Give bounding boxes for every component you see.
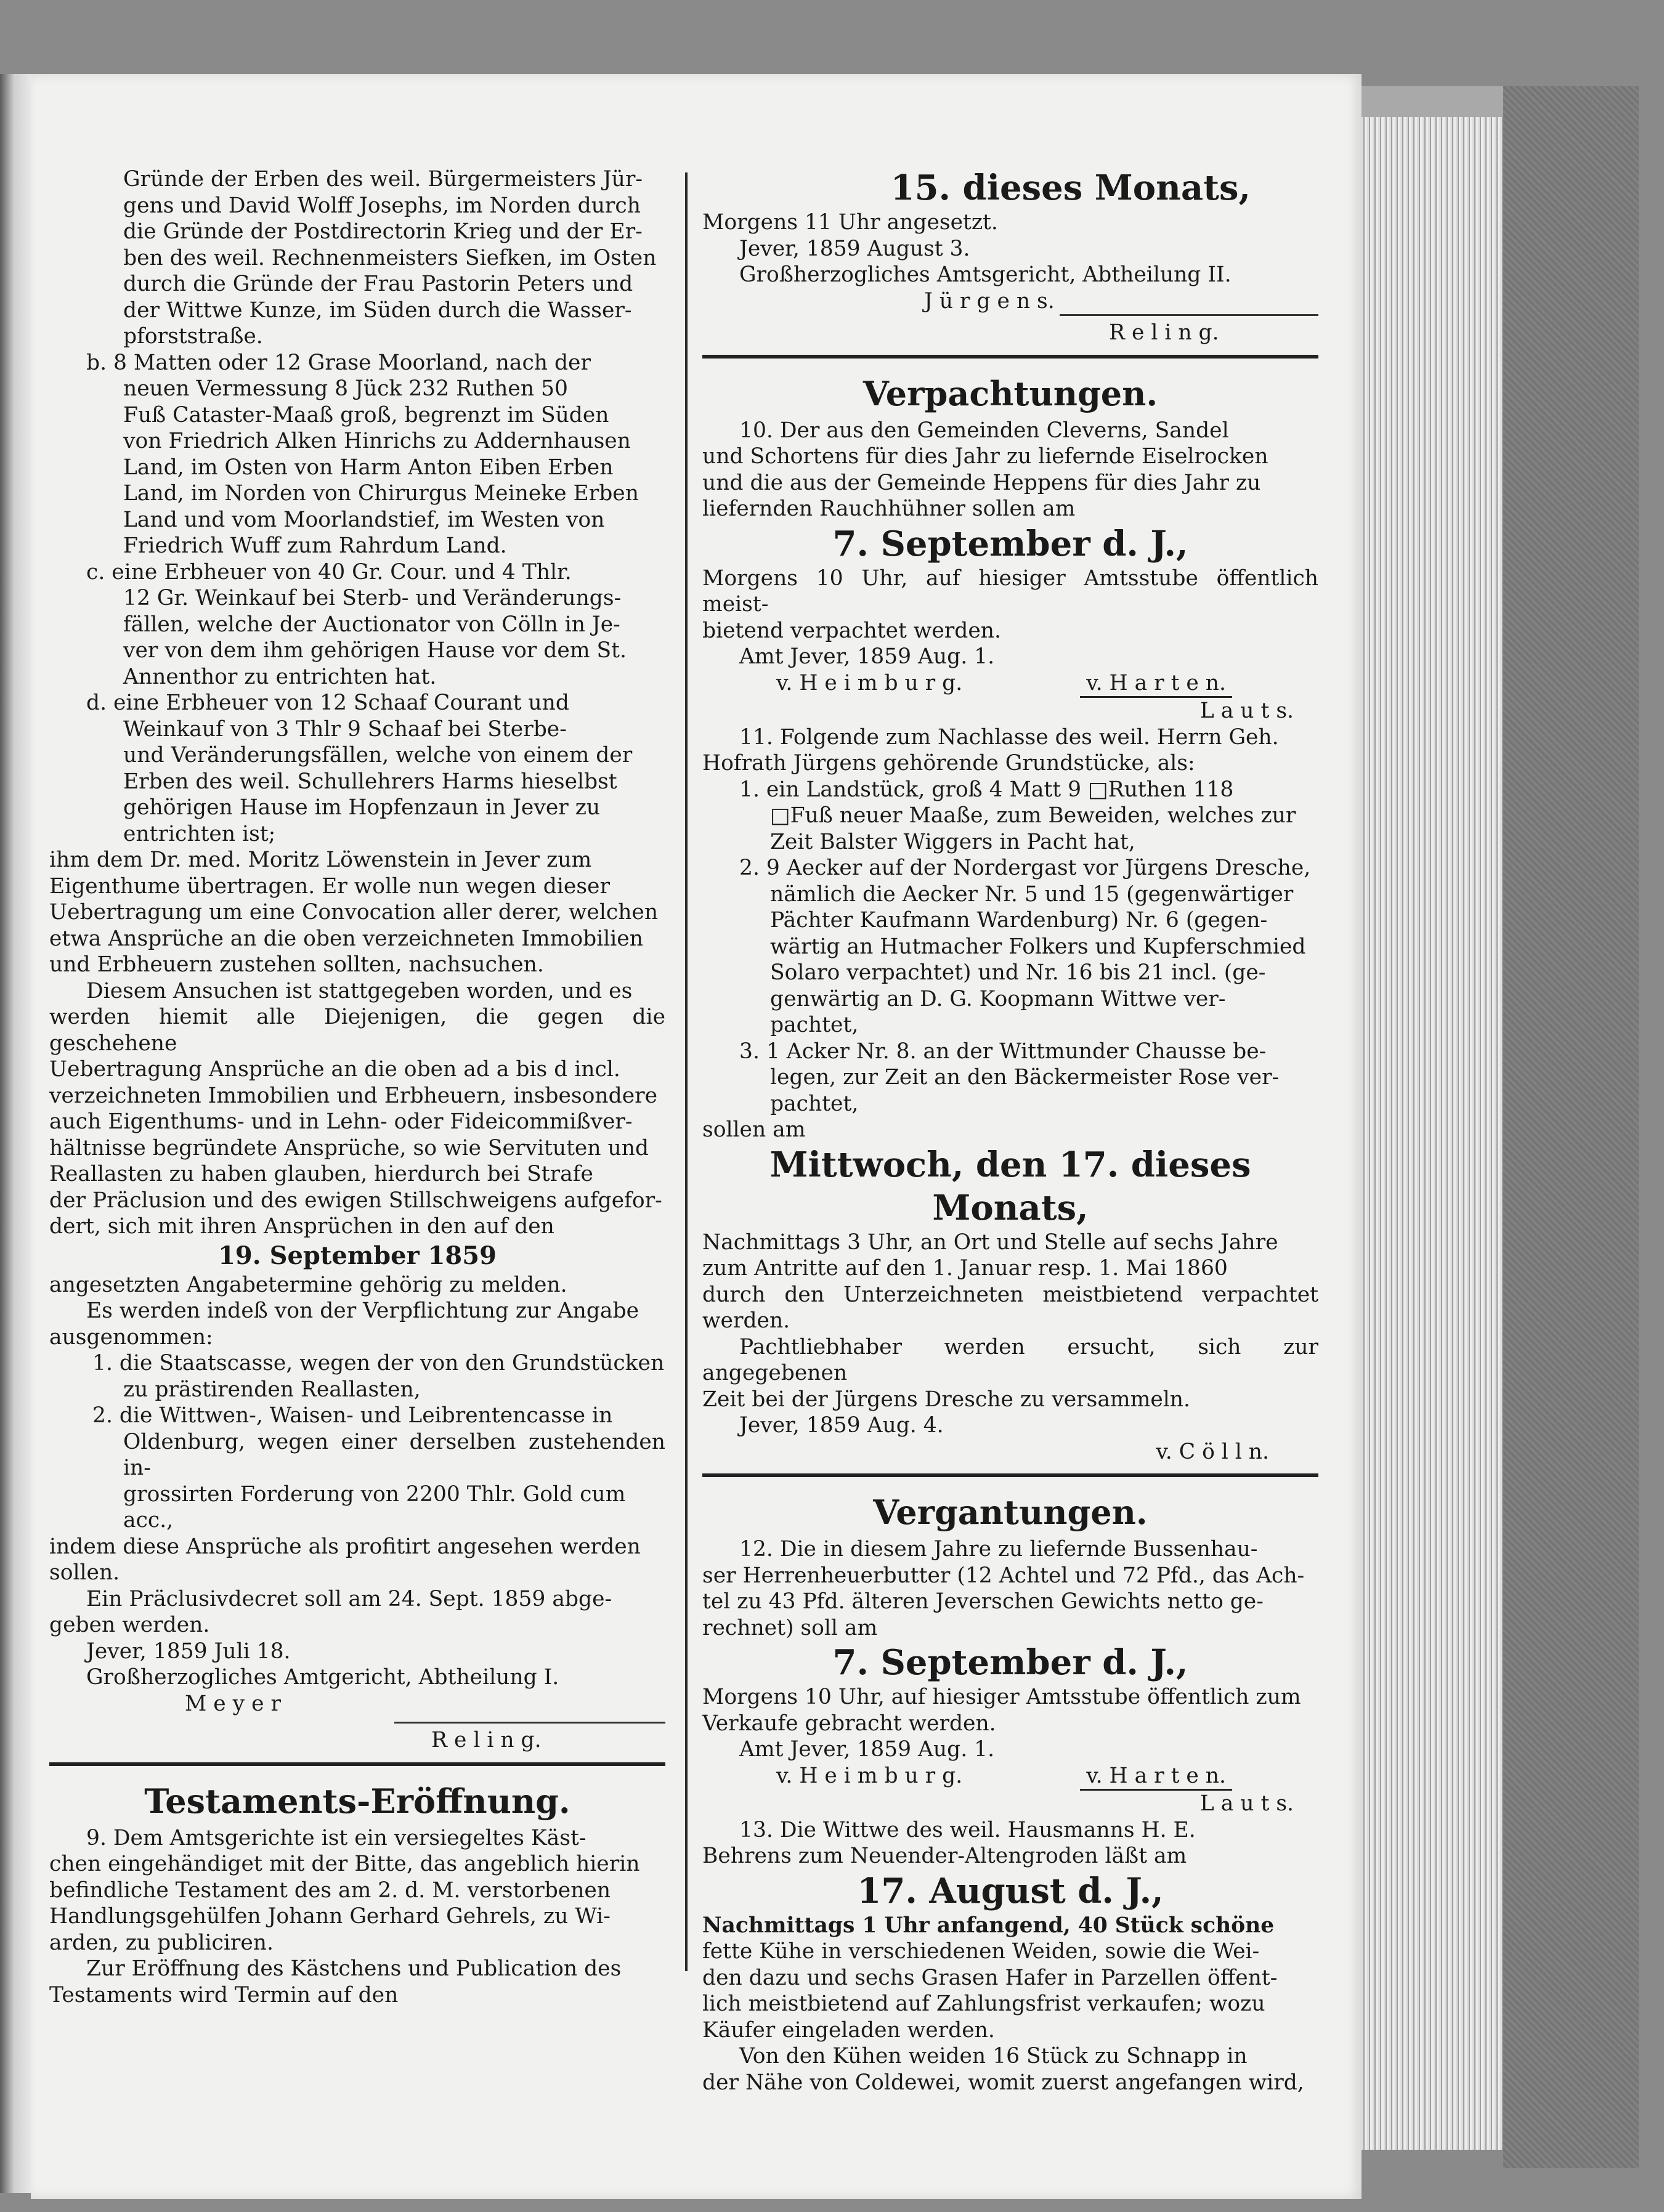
book-cover <box>1503 86 1639 2168</box>
text-line: ser Herrenheuerbutter (12 Achtel und 72 Pfd., das Ach- <box>702 1563 1305 1588</box>
text-line: sollen am <box>702 1117 806 1142</box>
item-d <box>49 690 665 847</box>
text-line: 13. Die Wittwe des weil. Hausmanns H. E. <box>739 1817 1196 1842</box>
text-line: 1. die Staatscasse, wegen der von den Grundstücken <box>92 1351 665 1375</box>
exception-2 <box>49 1403 665 1534</box>
deadline-date: 7. September d. J., <box>832 1642 1188 1683</box>
text-line: pforststraße. <box>123 324 263 349</box>
text-line: Ein Präclusivdecret soll am 24. Sept. 1859 abge- <box>86 1586 612 1611</box>
text-line: □Fuß neuer Maaße, zum Beweiden, welches zur <box>770 803 1296 828</box>
text-line: wärtig an Hutmacher Folkers und Kupferschmied <box>770 934 1306 959</box>
text-line: legen, zur Zeit an den Bäckermeister Rose ver- <box>770 1065 1280 1090</box>
text-line: d. eine Erbheuer von 12 Schaaf Courant und <box>86 691 569 715</box>
section-rule <box>49 1762 665 1766</box>
text-line: Morgens 11 Uhr angesetzt. <box>702 210 998 235</box>
text-line: 12. Die in diesem Jahre zu liefernde Bussenhau- <box>739 1537 1258 1562</box>
text-line: hältnisse begründete Ansprüche, so wie Servituten und <box>49 1135 649 1161</box>
item-12-cont <box>702 1684 1318 1763</box>
text-line: Pachtliebhaber werden ersucht, sich zur angegebenen <box>702 1334 1318 1385</box>
exception-1 <box>49 1350 665 1403</box>
item-11-3 <box>702 1039 1318 1117</box>
text-line: gehörigen Hause im Hopfenzaun in Jever zu <box>123 795 601 820</box>
deadline-date: 17. August d. J., <box>857 1870 1164 1911</box>
text-line: Jever, 1859 Aug. 4. <box>739 1413 944 1438</box>
text-line: Land, im Osten von Harm Anton Eiben Erben <box>123 455 614 480</box>
text-line: Eigenthume übertragen. Er wolle nun wegen dieser <box>49 873 610 899</box>
text-line: 9. Dem Amtsgerichte ist ein versiegeltes Käst- <box>86 1825 586 1850</box>
text-line: und die aus der Gemeinde Heppens für dies Jahr zu <box>702 470 1261 495</box>
text-line: von Friedrich Alken Hinrichs zu Addernhausen <box>123 429 631 453</box>
deadline-date: 19. September 1859 <box>218 1241 497 1270</box>
text-line: 12 Gr. Weinkauf bei Sterb- und Veränderungs- <box>123 586 622 610</box>
transfer-paragraph <box>49 847 665 978</box>
signature-reling: R e l i n g. <box>1109 320 1219 345</box>
item-11-2 <box>702 855 1318 1039</box>
text-line: Hofrath Jürgens gehörende Grundstücke, als: <box>702 751 1195 776</box>
signature-row <box>702 1763 1318 1791</box>
text-line: Jever, 1859 August 3. <box>739 236 970 261</box>
after-date-paragraph <box>49 1272 665 1351</box>
text-line: die Gründe der Postdirectorin Krieg und der Er- <box>123 219 643 244</box>
text-line: Fuß Cataster-Maaß groß, begrenzt im Süden <box>123 402 609 427</box>
text-line: genwärtig an D. G. Koopmann Wittwe ver- <box>770 986 1226 1011</box>
text-line: Es werden indeß von der Verpflichtung zur Angabe <box>86 1298 639 1323</box>
text-line: Morgens 10 Uhr, auf hiesiger Amtsstube öffentlich zum <box>702 1685 1301 1709</box>
closing-paragraph <box>49 1534 665 1691</box>
text-line: 2. die Wittwen-, Waisen- und Leibrentencasse in <box>92 1403 613 1428</box>
text-line: Amt Jever, 1859 Aug. 1. <box>739 1737 995 1762</box>
text-line: tel zu 43 Pfd. älteren Jeverschen Gewichts netto ge- <box>702 1589 1264 1614</box>
deadline-date: 15. dieses Monats, <box>890 168 1251 208</box>
item-13 <box>702 1817 1318 1870</box>
text-line: Großherzogliches Amtsgericht, Abtheilung II. <box>739 262 1232 287</box>
item-13-cont <box>702 1913 1318 2096</box>
text-line: auch Eigenthums- und in Lehn- oder Fideicommißver- <box>49 1109 633 1134</box>
text-line: durch die Gründe der Frau Pastorin Peters und <box>123 272 633 296</box>
signature-lauts: L a u t s. <box>1199 699 1294 723</box>
text-line: Reallasten zu haben glauben, hierdurch bei Strafe <box>49 1162 593 1186</box>
text-line: neuen Vermessung 8 Jück 232 Ruthen 50 <box>123 376 568 401</box>
text-line: und Veränderungsfällen, welche von einem der <box>123 743 633 768</box>
deadline-date: 7. September d. J., <box>832 523 1188 564</box>
text-line: c. eine Erbheuer von 40 Gr. Cour. und 4 Thlr. <box>86 559 572 585</box>
text-line: 2. 9 Aecker auf der Nordergast vor Jürgens Dresche, <box>739 856 1311 880</box>
text-line: durch den Unterzeichneten meistbietend verpachtet werden. <box>702 1282 1318 1333</box>
signature-row <box>702 670 1318 699</box>
section-heading-verpachtungen: Verpachtungen. <box>862 373 1158 413</box>
text-line: der Präclusion und des ewigen Stillschweigens aufgefor- <box>49 1188 662 1213</box>
item-11 <box>702 724 1318 777</box>
text-line: entrichten ist; <box>123 821 276 846</box>
text-line: Jever, 1859 Juli 18. <box>86 1639 291 1664</box>
text-line: lich meistbietend auf Zahlungsfrist verkaufen; wozu <box>702 1991 1265 2016</box>
text-line: 11. Folgende zum Nachlasse des weil. Herrn Geh. <box>739 724 1279 750</box>
text-line: ver von dem ihm gehörigen Hause vor dem St. <box>123 638 627 663</box>
item-12 <box>702 1536 1318 1641</box>
item-a-continuation <box>49 166 665 350</box>
text-line: und Schortens für dies Jahr zu liefernde Eiselrocken <box>702 444 1268 469</box>
text-line: angesetzten Angabetermine gehörig zu melden. <box>49 1272 567 1297</box>
signature-coelln: v. C ö l l n. <box>1156 1439 1269 1464</box>
item-10 <box>702 418 1318 522</box>
text-line: Nachmittags 3 Uhr, an Ort und Stelle auf sechs Jahre <box>702 1230 1278 1255</box>
text-line: fällen, welche der Auctionator von Cölln in Je- <box>123 612 620 637</box>
text-line: bietend verpachtet werden. <box>702 618 1001 643</box>
text-line: Morgens 10 Uhr, auf hiesiger Amtsstube öffentlich meist- <box>702 565 1318 617</box>
text-line: sollen. <box>49 1560 120 1585</box>
section-heading-testament: Testaments-Eröffnung. <box>144 1781 570 1821</box>
summons-paragraph <box>49 978 665 1240</box>
text-line: Annenthor zu entrichten hat. <box>123 664 437 689</box>
text-line: indem diese Ansprüche als profitirt angesehen werden <box>49 1534 641 1559</box>
text-line: Friedrich Wuff zum Rahrdum Land. <box>123 533 507 558</box>
text-line: den dazu und sechs Grasen Hafer in Parzellen öffent- <box>702 1965 1278 1990</box>
text-line: ben des weil. Rechnenmeisters Siefken, im Osten <box>123 245 657 270</box>
item-11-1 <box>702 777 1318 856</box>
text-line: Testaments wird Termin auf den <box>49 1982 399 2007</box>
text-line: grossirten Forderung von 2200 Thlr. Gold cum <box>123 1481 626 1507</box>
text-line: Land, im Norden von Chirurgus Meineke Erben <box>123 481 639 506</box>
signature-harten: v. H a r t e n. <box>1080 1763 1232 1791</box>
text-line: befindliche Testament des am 2. d. M. verstorbenen <box>49 1878 611 1903</box>
text-line: Behrens zum Neuender-Altengroden läßt am <box>702 1844 1187 1868</box>
item-c <box>49 559 665 691</box>
text-line: Gründe der Erben des weil. Bürgermeisters Jür- <box>123 167 643 192</box>
text-line: gens und David Wolff Josephs, im Norden durch <box>123 193 641 218</box>
signature-harten: v. H a r t e n. <box>1080 670 1232 699</box>
text-line: pachtet, <box>770 1013 859 1037</box>
text-line: verzeichneten Immobilien und Erbheuern, insbesondere <box>49 1083 658 1108</box>
text-line: der Wittwe Kunze, im Süden durch die Wasser- <box>123 298 632 323</box>
text-line: Uebertragung um eine Convocation aller derer, welchen <box>49 900 659 925</box>
right-column <box>702 166 1318 2096</box>
text-line: fette Kühe in verschiedenen Weiden, sowie die Wei- <box>702 1939 1260 1964</box>
text-line: Von den Kühen weiden 16 Stück zu Schnapp in <box>739 2044 1248 2068</box>
text-line: Pächter Kaufmann Wardenburg) Nr. 6 (gegen- <box>770 908 1268 933</box>
text-line: etwa Ansprüche an die oben verzeichneten Immobilien <box>49 926 643 951</box>
text-line: Weinkauf von 3 Thlr 9 Schaaf bei Sterbe- <box>123 716 567 742</box>
text-line: liefernden Rauchhühner sollen am <box>702 496 1076 521</box>
text-line: Käufer eingeladen werden. <box>702 2017 995 2043</box>
item-10-cont <box>702 565 1318 670</box>
signature-juergens: J ü r g e n s. <box>924 288 1055 314</box>
text-line: Zeit Balster Wiggers in Pacht hat, <box>770 829 1135 854</box>
testament-paragraph <box>49 1825 665 2009</box>
text-line: rechnet) soll am <box>702 1615 878 1640</box>
text-line: Diesem Ansuchen ist stattgegeben worden, und es <box>86 978 633 1003</box>
text-line: zum Antritte auf den 1. Januar resp. 1. Mai 1860 <box>702 1256 1228 1281</box>
text-line: werden hiemit alle Diejenigen, die gegen die geschehene <box>49 1005 665 1056</box>
signature-meyer: M e y e r <box>185 1691 282 1716</box>
signature-rule <box>394 1722 665 1724</box>
text-line: geben werden. <box>49 1613 210 1637</box>
section-rule <box>702 1473 1318 1477</box>
text-line: Uebertragung Ansprüche an die oben ad a bis d incl. <box>49 1057 620 1082</box>
text-line: 10. Der aus den Gemeinden Cleverns, Sandel <box>739 418 1229 443</box>
text-line: chen eingehändiget mit der Bitte, das angeblich hierin <box>49 1852 640 1876</box>
text-line: Verkaufe gebracht werden. <box>702 1711 996 1736</box>
signature-heimburg: v. H e i m b u r g. <box>776 1763 963 1788</box>
text-line: Oldenburg, wegen einer derselben zustehenden in- <box>123 1429 665 1480</box>
text-line: pachtet, <box>770 1091 859 1116</box>
page-edges <box>1362 117 1503 2150</box>
signature-lauts: L a u t s. <box>1199 1791 1294 1816</box>
text-line: der Nähe von Coldewei, womit zuerst angefangen wird, <box>702 2070 1304 2095</box>
signature-heimburg: v. H e i m b u r g. <box>776 670 963 695</box>
text-line: 3. 1 Acker Nr. 8. an der Wittmunder Chausse be- <box>739 1039 1267 1064</box>
text-line: Großherzogliches Amtgericht, Abtheilung I. <box>86 1665 559 1690</box>
text-line: dert, sich mit ihren Ansprüchen in den auf den <box>49 1214 554 1239</box>
signature-rule <box>1060 314 1318 316</box>
gutter-shadow <box>0 74 31 2193</box>
text-line: arden, zu publiciren. <box>49 1930 274 1955</box>
item-11-cont <box>702 1230 1318 1439</box>
text-line: Solaro verpachtet) und Nr. 16 bis 21 incl. (ge- <box>770 960 1266 985</box>
signature-reling: R e l i n g. <box>431 1728 542 1752</box>
text-line: ihm dem Dr. med. Moritz Löwenstein in Jever zum <box>49 848 592 872</box>
text-line: ausgenommen: <box>49 1324 213 1350</box>
deadline-date: Mittwoch, den 17. dieses Monats, <box>769 1144 1251 1228</box>
section-heading-vergantungen: Vergantungen. <box>873 1493 1148 1532</box>
text-line: Zeit bei der Jürgens Dresche zu versammeln. <box>702 1387 1190 1412</box>
text-line: Handlungsgehülfen Johann Gerhard Gehrels, zu Wi- <box>49 1904 611 1929</box>
text-line: und Erbheuern zustehen sollten, nachsuchen. <box>49 952 544 977</box>
text-line: zu prästirenden Reallasten, <box>123 1377 421 1402</box>
text-line: Zur Eröffnung des Kästchens und Publication des <box>86 1956 622 1981</box>
text-line: acc., <box>123 1508 174 1533</box>
section-rule <box>702 355 1318 359</box>
text-line: b. 8 Matten oder 12 Grase Moorland, nach der <box>86 350 591 375</box>
text-line: Erben des weil. Schullehrers Harms hieselbst <box>123 769 617 794</box>
text-line: Land und vom Moorlandstief, im Westen von <box>123 507 605 532</box>
left-column <box>49 166 665 2008</box>
text-line: Nachmittags 1 Uhr anfangend, 40 Stück schöne <box>702 1913 1275 1938</box>
column-separator <box>685 172 688 1971</box>
text-line: Amt Jever, 1859 Aug. 1. <box>739 644 995 669</box>
text-line: 1. ein Landstück, groß 4 Matt 9 □Ruthen 118 <box>739 777 1234 802</box>
item-b <box>49 350 665 559</box>
text-line: nämlich die Aecker Nr. 5 und 15 (gegenwärtiger <box>770 881 1294 907</box>
